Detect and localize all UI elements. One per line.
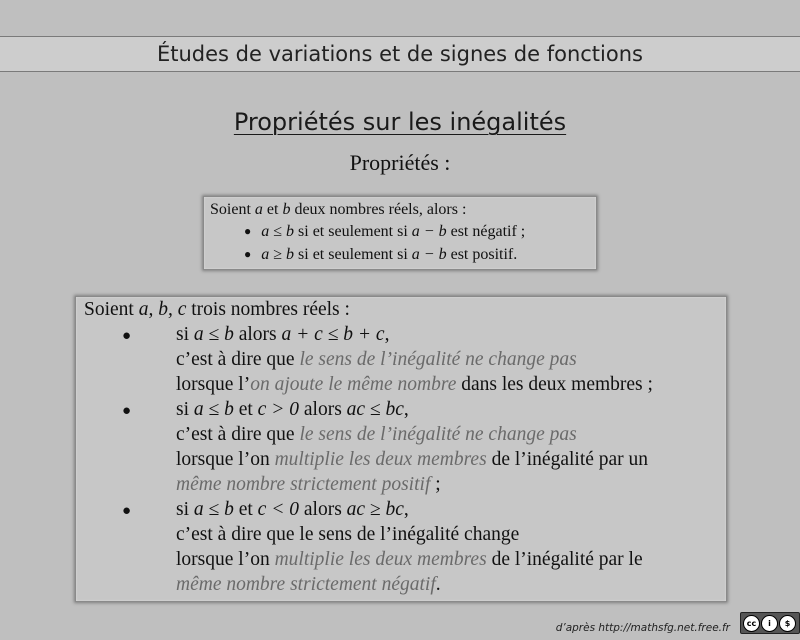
text: si [176, 399, 194, 420]
properties-heading: Propriétés : [349, 150, 451, 175]
box1-item-positive [244, 246, 517, 264]
text: est négatif ; [446, 223, 526, 240]
text: Soient [84, 299, 139, 320]
text: Soient [210, 201, 255, 218]
section-title-text: Propriétés sur les inégalités [233, 108, 567, 136]
text: alors [299, 499, 347, 520]
text: c’est à dire que [176, 424, 300, 445]
text: si et seulement si [294, 223, 412, 240]
bullet-icon: ● [244, 247, 252, 261]
text: lorsque l’ [176, 374, 251, 395]
math: c > 0 [257, 399, 299, 420]
text: et [233, 399, 258, 420]
text: c’est à dire que [176, 349, 300, 370]
section-title [0, 108, 800, 136]
text: , [384, 324, 390, 345]
math: a ≤ b [193, 324, 234, 345]
text: trois nombres réels : [186, 299, 350, 320]
emphasis: multiplie les deux membres [274, 549, 487, 570]
bullet-icon: ● [122, 503, 132, 519]
p2-line2 [176, 424, 577, 446]
emphasis: multiplie les deux membres [274, 449, 487, 470]
text: de l’inégalité par un [486, 449, 649, 470]
math: b [282, 201, 291, 218]
emphasis: même nombre strictement positif [176, 474, 431, 495]
source-credit: d’après http://mathsfg.net.free.fr [555, 622, 730, 634]
math: a + c ≤ b + c [281, 324, 385, 345]
box1-item-negative [244, 223, 525, 241]
math: ac ≤ bc [346, 399, 404, 420]
emphasis: le sens de l’inégalité ne change pas [299, 424, 577, 445]
p2-line4 [176, 474, 441, 496]
property-box-sign [203, 196, 597, 270]
text: , [403, 399, 409, 420]
text: est positif. [446, 246, 518, 263]
math: a − b [411, 246, 447, 263]
cc-by-nc-sa-badge [740, 612, 800, 634]
text: de l’inégalité par le [486, 549, 643, 570]
text: si [176, 499, 194, 520]
bullet-icon: ● [122, 403, 132, 419]
emphasis: même nombre strictement négatif [176, 574, 436, 595]
text: si et seulement si [294, 246, 412, 263]
p3-line4 [176, 574, 441, 596]
emphasis: le sens de l’inégalité ne change pas [299, 349, 577, 370]
nc-icon: $ [779, 615, 796, 632]
math: a, b, c [138, 299, 187, 320]
text: lorsque l’on [176, 549, 275, 570]
p2-line1 [176, 399, 409, 421]
p2-line3 [176, 449, 648, 471]
math: a ≥ b [261, 246, 295, 263]
header-bar [0, 36, 800, 72]
box2-intro [84, 299, 350, 321]
text: , [403, 499, 409, 520]
p3-line2: c’est à dire que le sens de l’inégalité change [176, 524, 520, 545]
page-title: Études de variations et de signes de fonctions [157, 42, 643, 66]
math: a ≤ b [261, 223, 295, 240]
text: alors [233, 324, 282, 345]
bullet-icon: ● [244, 224, 252, 238]
text: alors [299, 399, 347, 420]
text: deux nombres réels, alors : [290, 201, 467, 218]
text: dans les deux membres ; [456, 374, 653, 395]
property-box-operations [75, 296, 727, 602]
box1-intro [210, 201, 466, 219]
math: a ≤ b [193, 399, 234, 420]
p3-line3 [176, 549, 643, 571]
math: a [254, 201, 263, 218]
p1-line3 [176, 374, 653, 396]
bullet-icon: ● [122, 328, 132, 344]
math: a ≤ b [193, 499, 234, 520]
math: ac ≥ bc [346, 499, 404, 520]
math: a − b [411, 223, 447, 240]
text: lorsque l’on [176, 449, 275, 470]
emphasis: on ajoute le même nombre [250, 374, 457, 395]
p1-line2 [176, 349, 577, 371]
text: et [262, 201, 283, 218]
text: et [233, 499, 258, 520]
p3-line1 [176, 499, 409, 521]
cc-icon: cc [743, 615, 760, 632]
by-icon: i [761, 615, 778, 632]
text: si [176, 324, 194, 345]
math: c < 0 [257, 499, 299, 520]
text: . [435, 574, 441, 595]
p1-line1 [176, 324, 389, 346]
text: ; [430, 474, 441, 495]
